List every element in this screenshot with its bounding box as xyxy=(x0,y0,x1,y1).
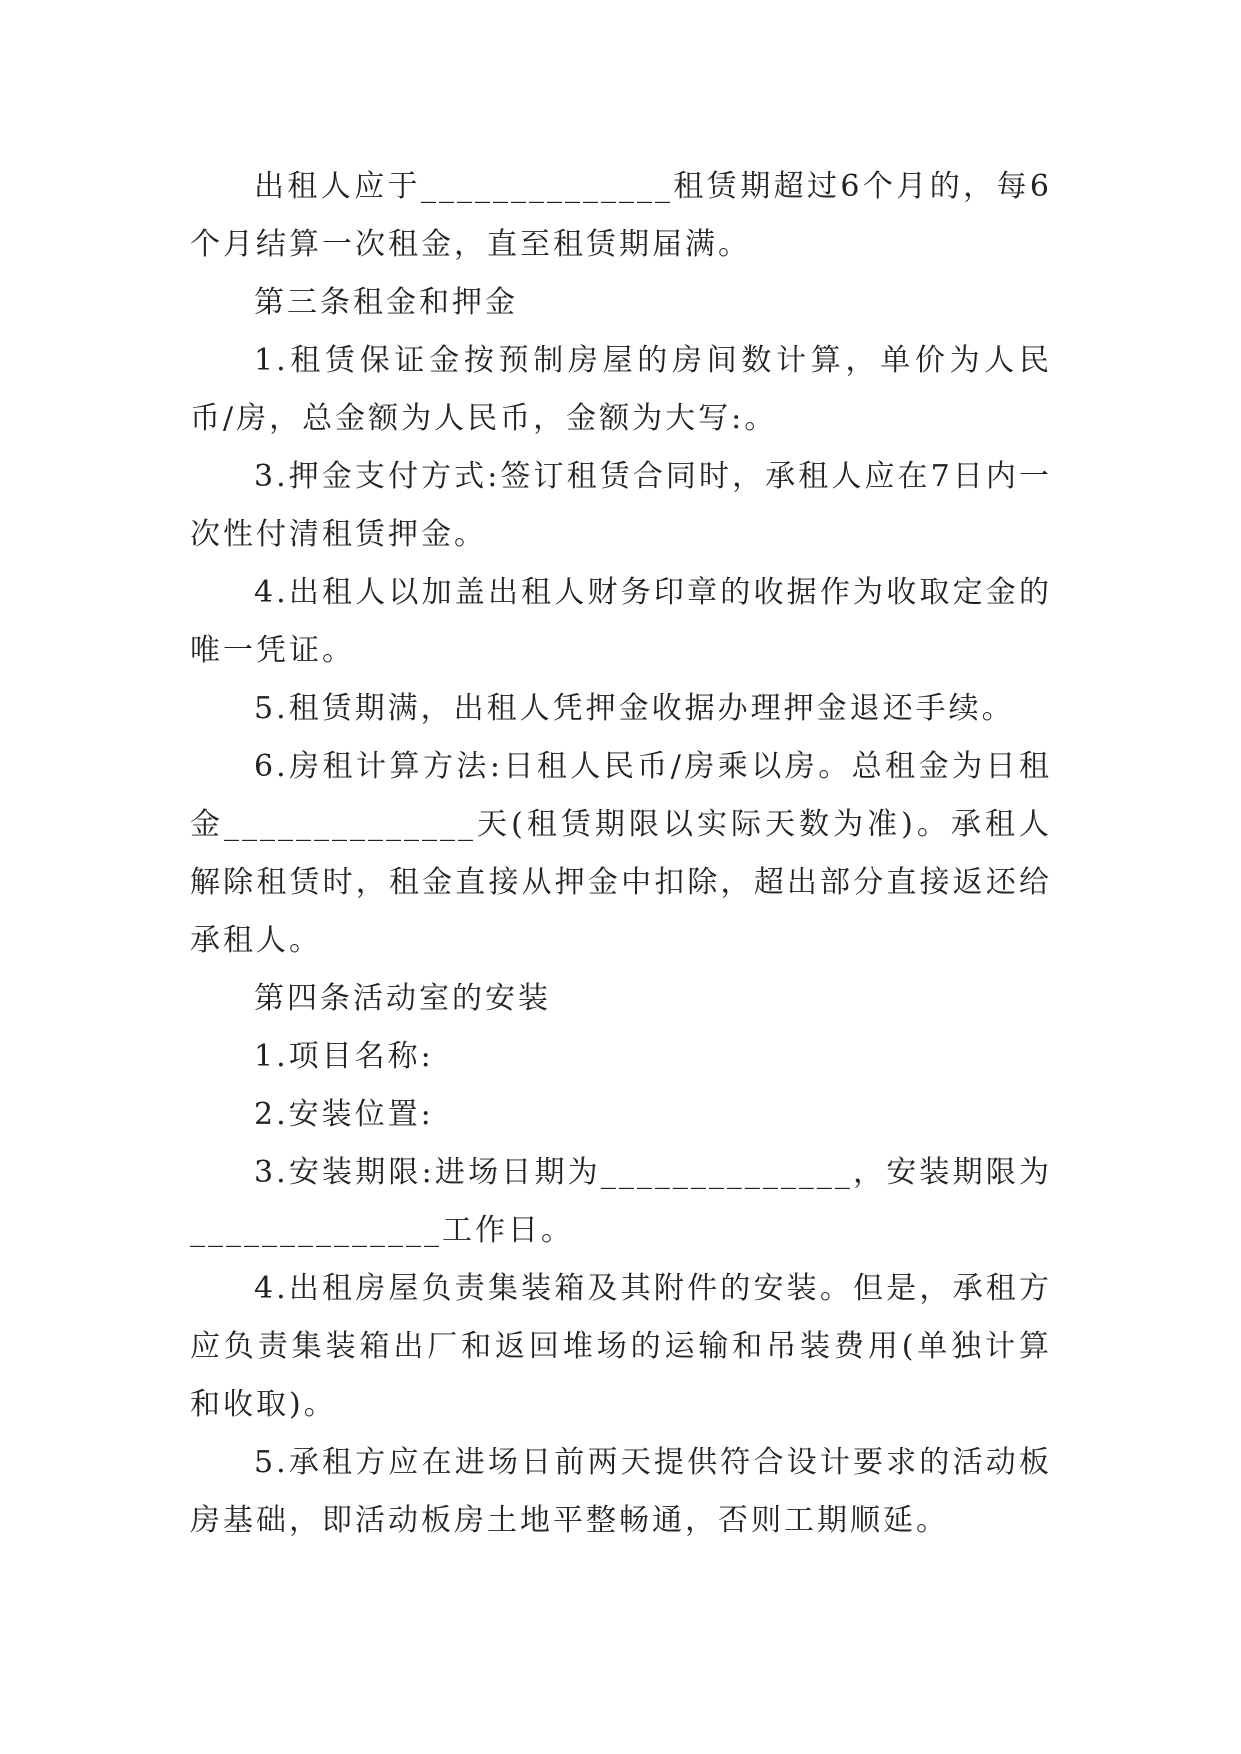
paragraph-deposit-payment: 3.押金支付方式:签订租赁合同时，承租人应在7日内一次性付清租赁押金。 xyxy=(190,459,1052,552)
paragraph-install-period: 3.安装期限:进场日期为______________，安装期限为______________工作日。 xyxy=(190,1155,1052,1248)
paragraph-deposit-refund: 5.租赁期满，出租人凭押金收据办理押金退还手续。 xyxy=(254,691,1015,726)
paragraph-deposit-receipt: 4.出租人以加盖出租人财务印章的收据作为收取定金的唯一凭证。 xyxy=(190,575,1052,668)
section-heading-article-4: 第四条活动室的安装 xyxy=(254,981,551,1016)
paragraph-container-install: 4.出租房屋负责集装箱及其附件的安装。但是，承租方应负责集装箱出厂和返回堆场的运输和吊装费用(单独计算和收取)。 xyxy=(190,1271,1052,1422)
paragraph-rent-settlement: 出租人应于______________租赁期超过6个月的，每6个月结算一次租金，直至租赁期届满。 xyxy=(190,169,1052,262)
paragraph-rent-calculation: 6.房租计算方法:日租人民币/房乘以房。总租金为日租金______________天(租赁期限以实际天数为准)。承租人解除租赁时，租金直接从押金中扣除，超出部分直接返还给承租人。 xyxy=(190,749,1052,958)
paragraph-install-location: 2.安装位置: xyxy=(254,1097,434,1132)
paragraph-foundation: 5.承租方应在进场日前两天提供符合设计要求的活动板房基础，即活动板房土地平整畅通，否则工期顺延。 xyxy=(190,1445,1052,1538)
section-heading-article-3: 第三条租金和押金 xyxy=(254,285,518,320)
document-page xyxy=(190,158,1052,1550)
paragraph-project-name: 1.项目名称: xyxy=(254,1039,434,1074)
paragraph-deposit-amount: 1.租赁保证金按预制房屋的房间数计算，单价为人民币/房，总金额为人民币，金额为大写:。 xyxy=(190,343,1052,436)
